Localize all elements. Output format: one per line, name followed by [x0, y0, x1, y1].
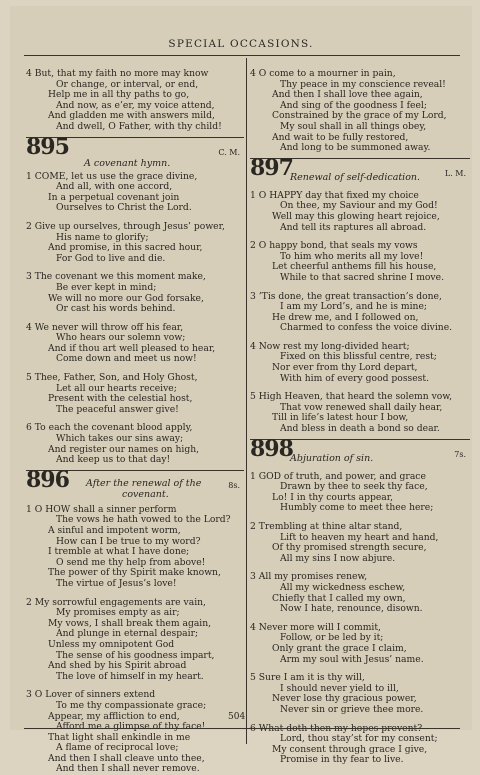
hymn-meter: 7s. — [454, 449, 466, 459]
verse-line: Constrained by the grace of my Lord, — [272, 110, 447, 122]
verse-line: 4 Now rest my long-divided heart; — [250, 340, 410, 352]
verse-line: Promise in thy fear to live. — [280, 754, 404, 766]
verse-line: 5 Thee, Father, Son, and Holy Ghost, — [26, 372, 198, 384]
verse-line: And then I shall never remove. — [56, 763, 200, 775]
verse-line: 3 The covenant we this moment make, — [26, 271, 206, 283]
verse-line: 2 Trembling at thine altar stand, — [250, 521, 403, 532]
verse-line: Of thy promised strength secure, — [272, 542, 427, 554]
verse-line: And plunge in eternal despair; — [56, 628, 199, 640]
verse-line: Appear, my affliction to end, — [48, 710, 180, 722]
verse-line: Or change, or interval, or end, — [56, 78, 199, 90]
verse-line: And all, with one accord, — [56, 181, 173, 193]
verse-line: And then I shall cleave unto thee, — [48, 752, 205, 764]
verse-line: 1 GOD of truth, and power, and grace — [250, 470, 426, 482]
hymn-meter: C. M. — [218, 147, 240, 157]
hymn-title: Renewal of self-dedication. — [290, 171, 421, 183]
stanza — [250, 392, 470, 434]
verse-line: 4 We never will throw off his fear, — [26, 321, 184, 333]
verse-line: My consent through grace I give, — [272, 743, 428, 755]
verse-line: O send me thy help from above! — [56, 556, 206, 568]
verse-line: He drew me, and I followed on, — [272, 311, 419, 323]
hymn-header-896 — [26, 466, 244, 505]
verse-line: 6 To each the covenant blood apply, — [26, 422, 193, 434]
stanza — [250, 724, 470, 766]
verse-line: And then I shall love thee again, — [272, 89, 423, 101]
verse-line: A flame of reciprocal love; — [56, 742, 179, 754]
hymn-title-cont: covenant. — [122, 488, 169, 500]
stanza — [250, 292, 470, 334]
verse-line: 4 O come to a mourner in pain, — [250, 68, 396, 79]
verse-line: 2 O happy bond, that seals my vows — [250, 240, 418, 252]
footer-rule — [24, 728, 460, 729]
hymn-title: Abjuration of sin. — [290, 452, 374, 464]
verse-line: Follow, or be led by it; — [280, 632, 384, 644]
verse-line: My soul shall in all things obey, — [280, 120, 427, 132]
verse-line: All my wickedness eschew, — [280, 581, 406, 593]
verse-line: 3 ’Tis done, the great transaction’s done, — [250, 290, 442, 302]
verse-line: While to that sacred shrine I move. — [280, 271, 444, 283]
verse-line: Only grant the grace I claim, — [272, 642, 407, 654]
verse-line: Drawn by thee to seek thy face, — [280, 481, 428, 493]
hymn-header-898 — [250, 435, 470, 472]
stanza — [26, 222, 244, 264]
verse-line: Which takes our sins away; — [56, 433, 184, 445]
verse-line: Till in life’s latest hour I bow, — [272, 412, 409, 424]
verse-line: Charmed to confess the voice divine. — [280, 322, 453, 334]
verse-line: Now I hate, renounce, disown. — [280, 603, 423, 615]
verse-line: 3 O Lover of sinners extend — [26, 689, 156, 701]
stanza — [26, 690, 244, 775]
verse-line: Come down and meet us now! — [56, 353, 197, 365]
verse-line: That light shall enkindle in me — [48, 731, 191, 743]
verse-line: 3 All my promises renew, — [250, 571, 368, 583]
hymn-number: 897 — [250, 154, 293, 181]
verse-line: Be ever kept in mind; — [56, 281, 157, 293]
verse-line: And shed by his Spirit abroad — [48, 660, 187, 672]
verse-line: Who hears our solemn vow; — [56, 332, 186, 344]
verse-line: And keep us to that day! — [56, 454, 171, 466]
hymn-header-895 — [26, 133, 244, 172]
verse-line: Chiefly that I called my own, — [272, 592, 406, 604]
verse-line: And gladden me with answers mild, — [48, 110, 215, 122]
verse-line: To me thy compassionate grace; — [56, 699, 207, 711]
left-column — [26, 69, 244, 775]
verse-line: 5 High Heaven, that heard the solemn vow, — [250, 391, 453, 403]
verse-line: 2 Give up ourselves, through Jesus’ power, — [26, 220, 225, 232]
page-number: 504 — [228, 712, 246, 722]
verse-line: Help me in all thy paths to go, — [48, 89, 190, 101]
verse-line: In a perpetual covenant join — [48, 191, 180, 203]
verse-line: Unless my omnipotent God — [48, 638, 175, 650]
verse-line: With him of every good possest. — [280, 372, 430, 384]
hymn-number: 898 — [250, 435, 293, 462]
stanza — [26, 598, 244, 683]
verse-line: Humbly come to meet thee here; — [280, 502, 434, 514]
column-divider — [246, 58, 247, 744]
hymn-title: After the renewal of the — [86, 477, 202, 489]
stanza — [26, 423, 244, 465]
verse-line: Lift to heaven my heart and hand, — [280, 531, 439, 543]
stanza — [26, 505, 244, 590]
verse-line: Ourselves to Christ the Lord. — [56, 202, 192, 214]
verse-line: The power of thy Spirit make known, — [48, 567, 221, 579]
hymn-meter: L. M. — [444, 168, 466, 178]
verse-line: I should never yield to ill, — [280, 682, 399, 694]
verse-line: And bless in death a bond so dear. — [280, 423, 440, 435]
hymn-title: A covenant hymn. — [84, 157, 171, 169]
stanza — [26, 172, 244, 214]
verse-line: For God to live and die. — [56, 252, 166, 264]
verse-line: We will no more our God forsake, — [48, 292, 204, 304]
right-column — [250, 69, 470, 766]
verse-line: Well may this glowing heart rejoice, — [272, 210, 440, 222]
stanza — [26, 373, 244, 415]
verse-line: 4 But, that my faith no more may know — [26, 68, 209, 79]
verse-line: The love of himself in my heart. — [56, 670, 204, 682]
verse-line: How can I be true to my word? — [56, 535, 201, 547]
verse-line: His name to glorify; — [56, 231, 149, 243]
verse-line: Thy peace in my conscience reveal! — [280, 78, 446, 90]
verse-line: Never lose thy gracious power, — [272, 693, 417, 705]
verse-line: My vows, I shall break them again, — [48, 617, 212, 629]
verse-line: That vow renewed shall daily hear, — [280, 401, 443, 413]
verse-line: Fixed on this blissful centre, rest; — [280, 351, 437, 363]
verse-line: And wait to be fully restored, — [272, 131, 409, 143]
verse-line: All my sins I now abjure. — [280, 552, 396, 564]
page-header: SPECIAL OCCASIONS. — [168, 38, 314, 50]
verse-line: Afford me a glimpse of thy face! — [56, 721, 206, 733]
verse-line: 6 What doth then my hopes prevent? — [250, 722, 423, 734]
verse-line: I tremble at what I have done; — [48, 546, 190, 558]
stanza — [250, 522, 470, 564]
stanza — [26, 272, 244, 314]
verse-line: And now, as e’er, my voice attend, — [56, 99, 215, 111]
verse-line: 5 Sure I am it is thy will, — [250, 672, 365, 684]
hymn-number: 895 — [26, 133, 69, 160]
verse-line: The vows he hath vowed to the Lord? — [56, 514, 231, 526]
hymnal-page — [10, 6, 472, 775]
stanza — [26, 69, 244, 133]
verse-line: The peaceful answer give! — [56, 403, 179, 415]
verse-line: And tell its raptures all abroad. — [280, 221, 427, 233]
verse-line: 4 Never more will I commit, — [250, 621, 381, 633]
hymn-number: 896 — [26, 466, 69, 493]
verse-line: On thee, my Saviour and my God! — [280, 200, 438, 212]
verse-line: And register our names on high, — [48, 443, 200, 455]
verse-line: And dwell, O Father, with thy child! — [56, 120, 222, 132]
verse-line: To him who merits all my love! — [280, 250, 424, 262]
stanza — [250, 241, 470, 283]
verse-line: 2 My sorrowful engagements are vain, — [26, 596, 206, 608]
verse-line: 1 O HAPPY day that fixed my choice — [250, 189, 419, 201]
verse-line: Lo! I in thy courts appear, — [272, 491, 394, 503]
verse-line: Arm my soul with Jesus’ name. — [280, 653, 424, 665]
header-rule — [24, 55, 460, 56]
stanza — [250, 191, 470, 233]
verse-line: Lord, thou stay’st for my consent; — [280, 733, 438, 745]
verse-line: And if thou art well pleased to hear, — [48, 342, 216, 354]
verse-line: Let all our hearts receive; — [56, 382, 177, 394]
stanza — [250, 673, 470, 715]
hymn-meter: 8s. — [228, 480, 240, 490]
stanza — [26, 323, 244, 365]
stanza — [250, 623, 470, 665]
verse-line: The virtue of Jesus’s love! — [56, 577, 177, 589]
verse-line: And promise, in this sacred hour, — [48, 242, 203, 254]
verse-line: A sinful and impotent worm, — [48, 525, 181, 536]
verse-line: Let cheerful anthems fill his house, — [272, 261, 437, 273]
hymn-header-897 — [250, 154, 470, 191]
verse-line: The sense of his goodness impart, — [56, 649, 215, 661]
verse-line: 1 COME, let us use the grace divine, — [26, 170, 198, 182]
verse-line: I am my Lord’s, and he is mine; — [280, 301, 428, 313]
stanza — [250, 472, 470, 514]
stanza — [250, 69, 470, 154]
verse-line: Never sin or grieve thee more. — [280, 703, 424, 715]
stanza — [250, 342, 470, 384]
verse-line: Nor ever from thy Lord depart, — [272, 362, 418, 374]
verse-line: My promises empty as air; — [56, 607, 180, 619]
verse-line: Or cast his words behind. — [56, 303, 176, 315]
verse-line: Present with the celestial host, — [48, 393, 193, 405]
verse-line: And long to be summoned away. — [280, 142, 431, 154]
verse-line: 1 O HOW shall a sinner perform — [26, 503, 177, 515]
stanza — [250, 572, 470, 614]
verse-line: And sing of the goodness I feel; — [280, 99, 427, 111]
